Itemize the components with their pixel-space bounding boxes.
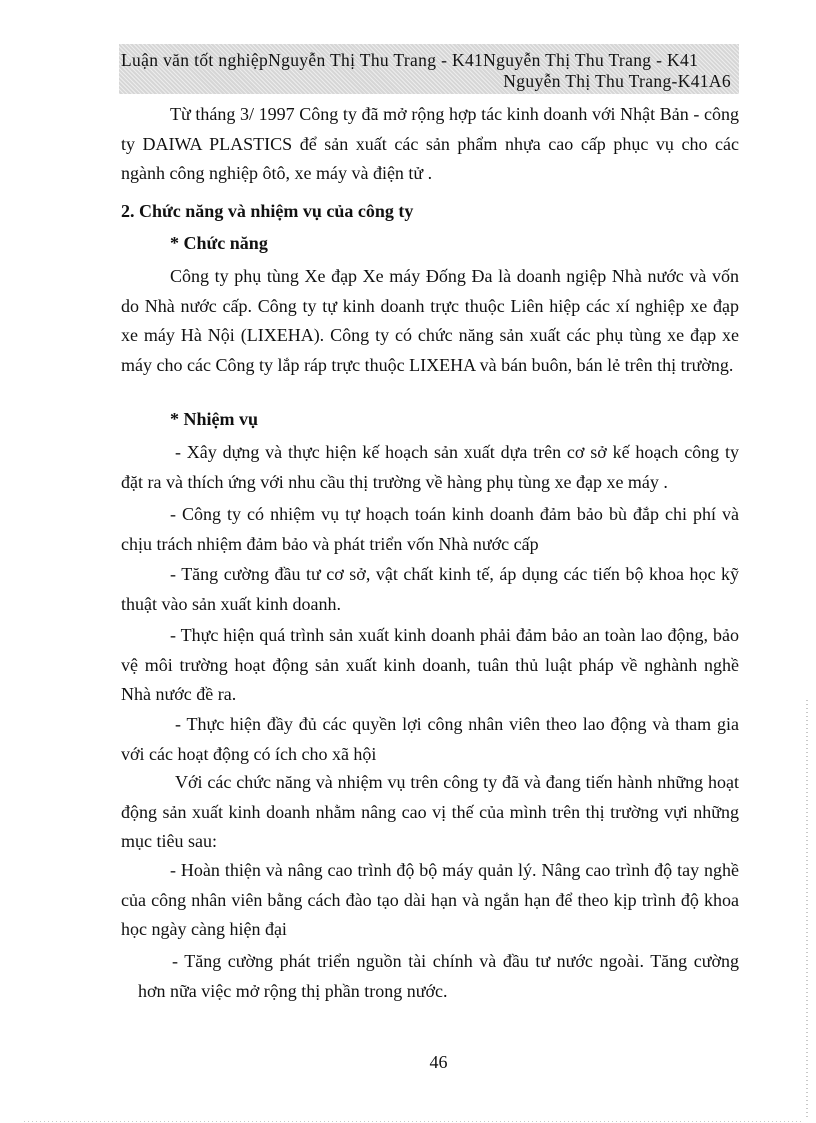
- function-paragraph: Công ty phụ tùng Xe đạp Xe máy Đống Đa là doanh ngiệp Nhà nước và vốn do Nhà nước cấp. Công ty tự kinh doanh trực thuộc Liên hiệp các xí nghiệp xe đạp xe máy Hà Nội (LIXEHA). Công ty có chức năng sản xuất các phụ tùng xe đạp xe máy cho các Công ty lắp ráp trực thuộc LIXEHA và bán buôn, bán lẻ trên thị trường.: [121, 266, 739, 375]
- task-item-4: - Thực hiện quá trình sản xuất kinh doanh phải đảm bảo an toàn lao động, bảo vệ môi trường hoạt động sản xuất kinh doanh, tuân thủ luật pháp về nghành nghề Nhà nước đề ra.: [121, 625, 739, 704]
- goal-item-2: - Tăng cường phát triển nguồn tài chính và đầu tư nước ngoài. Tăng cường hơn nữa việc mở rộng thị phần trong nước.: [138, 951, 739, 1001]
- intro-paragraph: Từ tháng 3/ 1997 Công ty đã mở rộng hợp tác kinh doanh với Nhật Bản - công ty DAIWA PLASTICS để sản xuất các sản phẩm nhựa cao cấp phục vụ cho các ngành công nghiệp ôtô, xe máy và điện tử .: [121, 104, 739, 183]
- goal-item-1: - Hoàn thiện và nâng cao trình độ bộ máy quản lý. Nâng cao trình độ tay nghề của công nhân viên bằng cách đào tạo dài hạn và ngắn hạn để theo kịp trình độ khoa học ngày càng hiện đại: [121, 860, 739, 939]
- page-header: [119, 44, 739, 94]
- subheading-tasks: * Nhiệm vụ: [170, 409, 259, 429]
- subheading-function: * Chức năng: [170, 233, 268, 253]
- page-border-right: [806, 700, 808, 1120]
- task-item-5: - Thực hiện đầy đủ các quyền lợi công nhân viên theo lao động và tham gia với các hoạt động có ích cho xã hội: [121, 714, 739, 764]
- task-item-3: - Tăng cường đầu tư cơ sở, vật chất kinh tế, áp dụng các tiến bộ khoa học kỹ thuật vào sản xuất kinh doanh.: [121, 564, 739, 614]
- header-line-2: Nguyễn Thị Thu Trang-K41A6: [503, 71, 731, 91]
- section-heading: 2. Chức năng và nhiệm vụ của công ty: [121, 201, 414, 221]
- task-item-2: - Công ty có nhiệm vụ tự hoạch toán kinh doanh đảm bảo bù đắp chi phí và chịu trách nhiệm đảm bảo và phát triển vốn Nhà nước cấp: [121, 504, 739, 554]
- header-line-1: Luận văn tốt nghiệpNguyễn Thị Thu Trang - K41Nguyễn Thị Thu Trang - K41: [121, 50, 699, 70]
- task-item-1: - Xây dựng và thực hiện kế hoạch sản xuất dựa trên cơ sở kế hoạch công ty đặt ra và thích ứng với nhu cầu thị trường về hàng phụ tùng xe đạp xe máy .: [121, 442, 739, 492]
- page-number: 46: [429, 1052, 448, 1072]
- goals-intro-paragraph: Với các chức năng và nhiệm vụ trên công ty đã và đang tiến hành những hoạt động sản xuất kinh doanh nhằm nâng cao vị thế của mình trên thị trường vựi những mục tiêu sau:: [121, 772, 739, 851]
- page-border-bottom: [24, 1121, 804, 1122]
